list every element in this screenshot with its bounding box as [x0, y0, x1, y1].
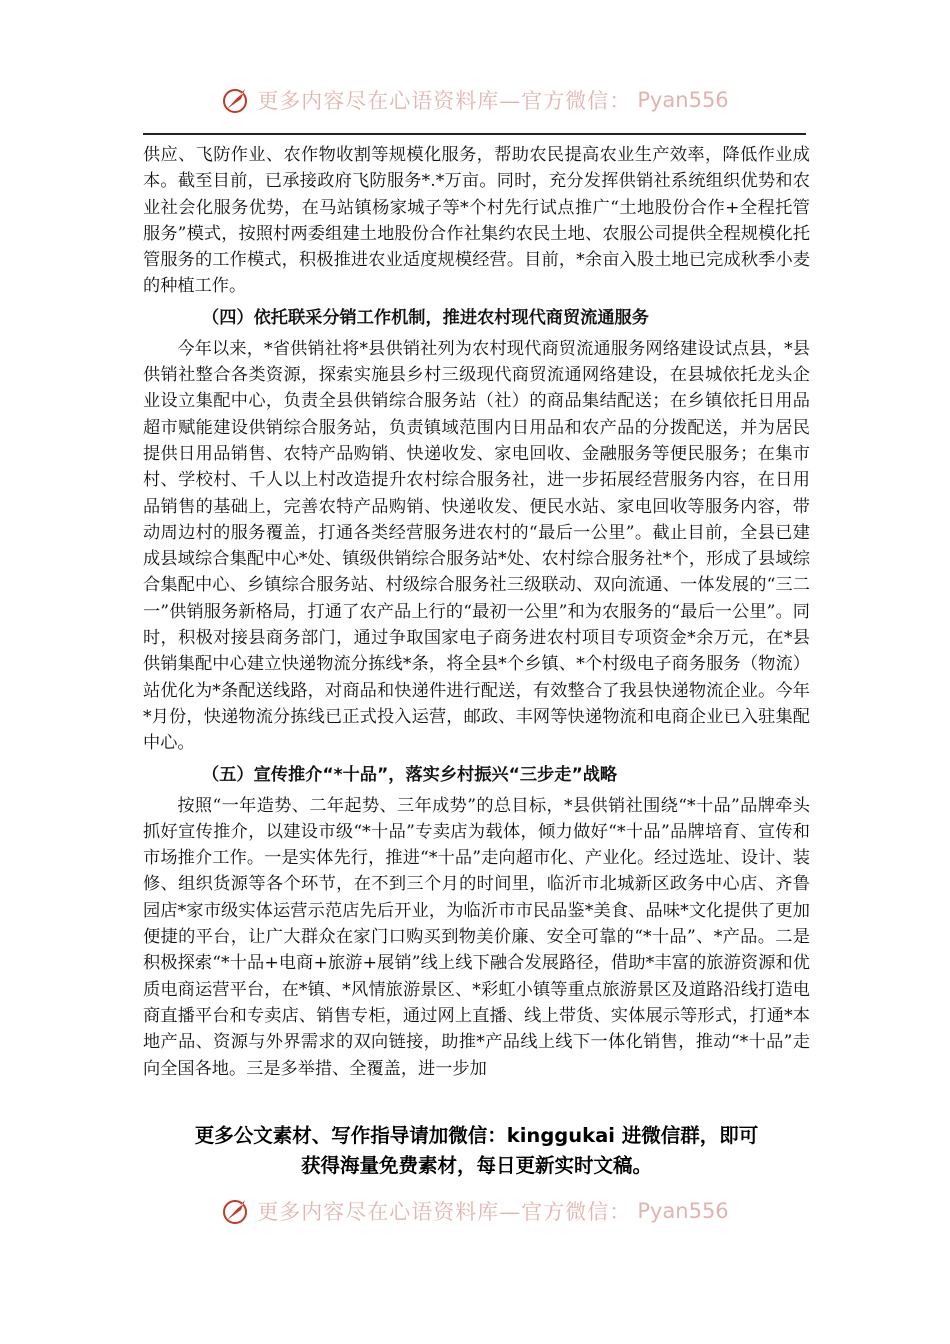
header-banner: [0, 85, 950, 115]
continuation-paragraph: 供应、飞防作业、农作物收割等规模化服务，帮助农民提高农业生产效率，降低作业成本。截至目前，已承接政府飞防服务*.*万亩。同时，充分发挥供销社系统组织优势和农业社会化服务优势，在马站镇杨家城子等*个村先行试点推广“土地股份合作+全程托管服务”模式，按照村两委组建土地股份合作社集约农民土地、农服公司提供全程规模化托管服务的工作模式，积极推进农业适度规模经营。目前，*余亩入股土地已完成秋季小麦的种植工作。: [143, 145, 810, 297]
quill-logo-icon: [221, 1196, 251, 1226]
footer-banner-wechat-id: Pyan556: [637, 1199, 729, 1223]
banner-wechat-id: Pyan556: [637, 88, 729, 112]
banner-text: 更多内容尽在心语资料库—官方微信：: [257, 89, 632, 113]
footer-banner-text: 更多内容尽在心语资料库—官方微信：: [257, 1200, 632, 1224]
ad-line-2: 获得海量免费素材，每日更新实时文稿。: [300, 1154, 652, 1177]
ad-line-1: 更多公文素材、写作指导请加微信：kinggukai 进微信群，即可: [194, 1124, 759, 1147]
footer-banner: [0, 1196, 950, 1226]
header-rule: [143, 133, 806, 135]
wechat-ad: [143, 1121, 810, 1181]
quill-logo-icon: [221, 85, 251, 115]
section-5-heading: （五）宣传推介“*十品”，落实乡村振兴“三步走”战略: [202, 764, 618, 785]
document-body: [143, 142, 810, 1082]
section-4-paragraph: 今年以来，*省供销社将*县供销社列为农村现代商贸流通服务网络建设试点县，*县供销社整合各类资源，探索实施县乡村三级现代商贸流通网络建设，在县城依托龙头企业设立集配中心，负责全县供销综合服务站（社）的商品集结配送；在乡镇依托日用品超市赋能建设供销综合服务站，负责镇域范围内日用品和农产品的分拨配送，并为居民提供日用品销售、农特产品购销、快递收发、家电回收、金融服务等便民服务；在集市村、学校村、千人以上村改造提升农村综合服务社，进一步拓展经营服务内容，在日用品销售的基础上，完善农特产品购销、快递收发、便民水站、家电回收等服务内容，带动周边村的服务覆盖，打通各类经营服务进农村的“最后一公里”。截止目前，全县已建成县域综合集配中心*处、镇级供销综合服务站*处、农村综合服务社*个，形成了县域综合集配中心、乡镇综合服务站、村级综合服务社三级联动、双向流通、一体发展的“三二一”供销服务新格局，打通了农产品上行的“最初一公里”和为农服务的“最后一公里”。同时，积极对接县商务部门，通过争取国家电子商务进农村项目专项资金*余万元，在*县供销集配中心建立快递物流分拣线*条，将全县*个乡镇、*个村级电子商务服务（物流）站优化为*条配送线路，对商品和快递件进行配送，有效整合了我县快递物流企业。今年*月份，快递物流分拣线已正式投入运营，邮政、丰网等快递物流和电商企业已入驻集配中心。: [143, 338, 810, 754]
section-5-paragraph: 按照“一年造势、二年起势、三年成势”的总目标，*县供销社围绕“*十品”品牌牵头抓好宣传推介，以建设市级“*十品”专卖店为载体，倾力做好“*十品”品牌培育、宣传和市场推介工作。一是实体先行，推进“*十品”走向超市化、产业化。经过选址、设计、装修、组织货源等各个环节，在不到三个月的时间里，临沂市北城新区政务中心店、齐鲁园店*家市级实体运营示范店先后开业，为临沂市市民品鉴*美食、品味*文化提供了更加便捷的平台，让广大群众在家门口购买到物美价廉、安全可靠的“*十品”、*产品。二是积极探索“*十品+电商+旅游+展销”线上线下融合发展路径，借助*丰富的旅游资源和优质电商运营平台，在*镇、*风情旅游景区、*彩虹小镇等重点旅游景区及道路沿线打造电商直播平台和专卖店、销售专柜，通过网上直播、线上带货、实体展示等形式，打通*本地产品、资源与外界需求的双向链接，助推*产品线上线下一体化销售，推动“*十品”走向全国各地。三是多举措、全覆盖，进一步加: [143, 795, 810, 1079]
section-4-heading: （四）依托联采分销工作机制，推进农村现代商贸流通服务: [202, 307, 649, 328]
